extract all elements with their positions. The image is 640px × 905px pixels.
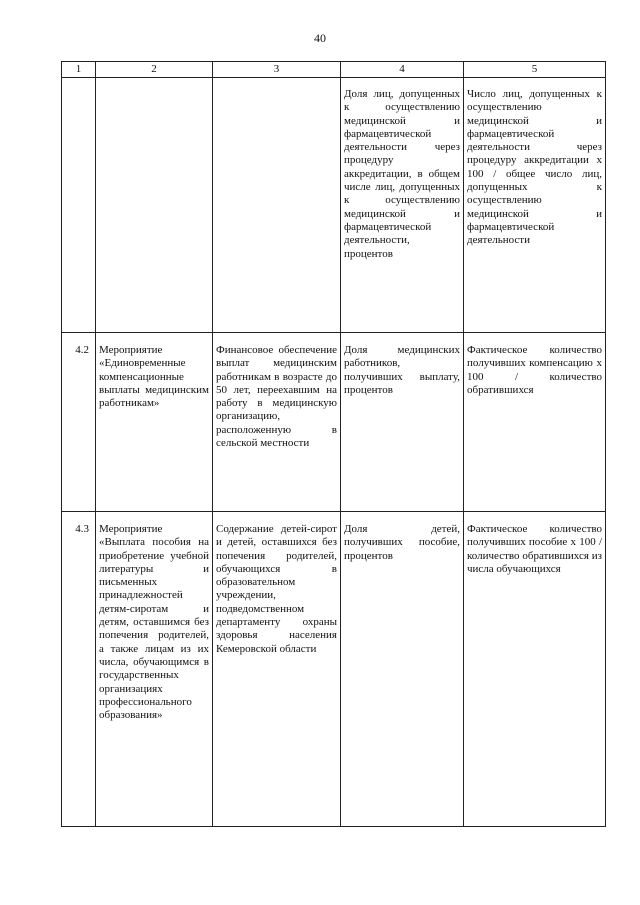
row-number-cell: 4.3 xyxy=(62,512,96,827)
page-number: 40 xyxy=(314,31,326,45)
column-header: 4 xyxy=(341,62,464,78)
row-number-cell xyxy=(62,78,96,333)
description-cell: Содержание детей-сирот и детей, оставшихся без попечения родителей, обучающихся в образовательном учреждении, подведомственном департаменту охраны здоровья населения Кемеровской области xyxy=(213,512,341,827)
table-row xyxy=(62,333,606,512)
indicator-cell: Доля лиц, допущенных к осуществлению медицинской и фармацевтической деятельности через процедуру аккредитации, в общем числе лиц, допущенных к осуществлению медицинской и фармацевтической деятельности, процентов xyxy=(341,78,464,333)
formula-cell: Фактическое количество получивших компенсацию х 100 / количество обратившихся xyxy=(464,333,606,512)
event-cell: Мероприятие «Выплата пособия на приобретение учебной литературы и письменных принадлежностей детям-сиротам и детям, оставшимся без попечения родителей, а также лицам из их числа, обучающимся в государственных организациях профессионального образования» xyxy=(96,512,213,827)
program-table xyxy=(61,61,606,827)
formula-cell: Число лиц, допущенных к осуществлению медицинской и фармацевтической деятельности через процедуру аккредитации х 100 / общее число лиц, допущенных к осуществлению медицинской и фармацевтической деятельности xyxy=(464,78,606,333)
table-row xyxy=(62,78,606,333)
indicator-cell: Доля детей, получивших пособие, процентов xyxy=(341,512,464,827)
indicator-cell: Доля медицинских работников, получивших выплату, процентов xyxy=(341,333,464,512)
description-cell xyxy=(213,78,341,333)
event-cell xyxy=(96,78,213,333)
column-header: 1 xyxy=(62,62,96,78)
column-header: 5 xyxy=(464,62,606,78)
formula-cell: Фактическое количество получивших пособие х 100 / количество обратившихся из числа обучающихся xyxy=(464,512,606,827)
row-number-cell: 4.2 xyxy=(62,333,96,512)
table-row xyxy=(62,512,606,827)
column-header: 2 xyxy=(96,62,213,78)
column-header: 3 xyxy=(213,62,341,78)
table-header-row xyxy=(62,62,606,78)
event-cell: Мероприятие «Единовременные компенсационные выплаты медицинским работникам» xyxy=(96,333,213,512)
description-cell: Финансовое обеспечение выплат медицинским работникам в возрасте до 50 лет, переехавшим на работу в медицинскую организацию, расположенную в сельской местности xyxy=(213,333,341,512)
